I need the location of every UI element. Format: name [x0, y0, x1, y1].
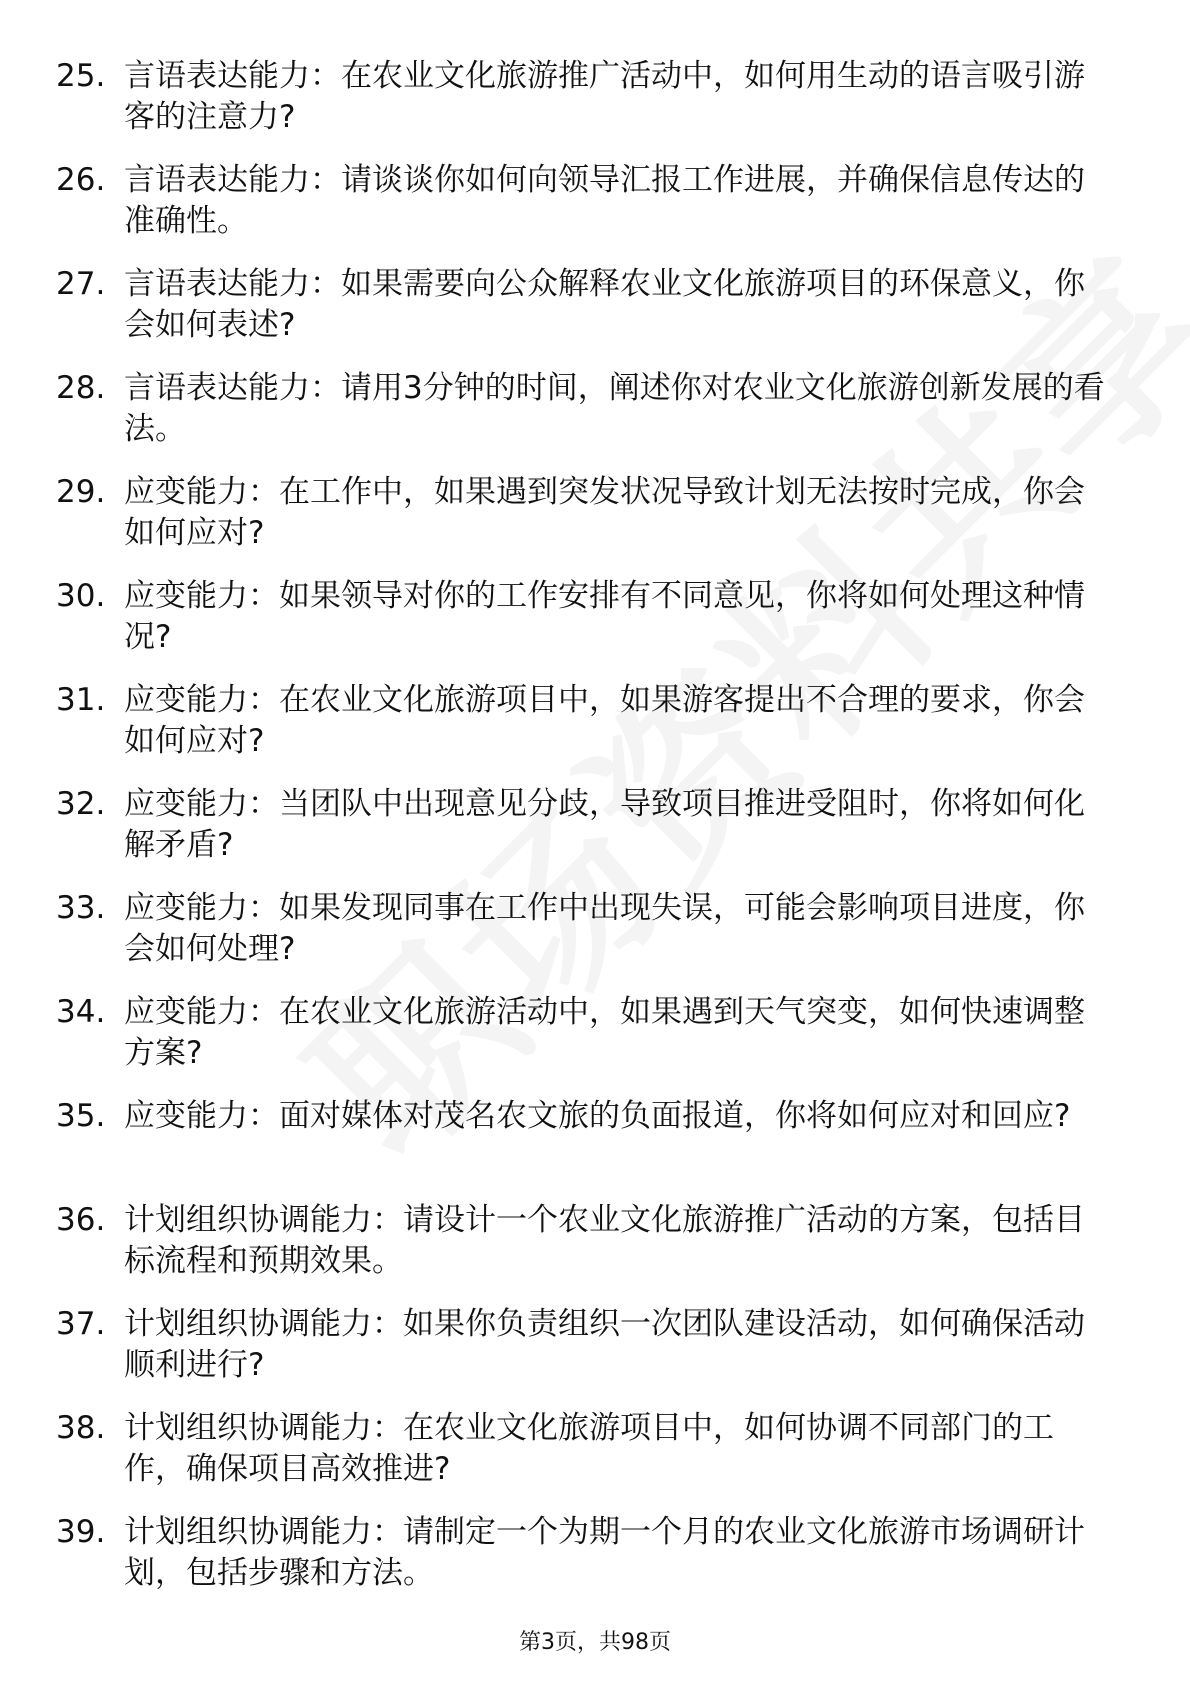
- question-item: [56, 264, 1136, 368]
- page-number-label: 第3页，共98页: [519, 1630, 671, 1655]
- question-item: [56, 576, 1136, 680]
- question-number: 38.: [56, 1410, 106, 1446]
- question-item: [56, 1512, 1136, 1616]
- question-item: [56, 680, 1136, 784]
- question-text: 计划组织协调能力：在农业文化旅游项目中，如何协调不同部门的工作，确保项目高效推进?: [124, 1410, 1054, 1487]
- question-text: 言语表达能力：请用3分钟的时间，阐述你对农业文化旅游创新发展的看法。: [124, 370, 1105, 447]
- question-list: [56, 56, 1136, 1616]
- question-text: 应变能力：如果领导对你的工作安排有不同意见，你将如何处理这种情况?: [124, 578, 1085, 655]
- question-item: [56, 56, 1136, 160]
- question-item: [56, 472, 1136, 576]
- question-text: 应变能力：在农业文化旅游项目中，如果游客提出不合理的要求，你会如何应对?: [124, 682, 1085, 759]
- question-item: [56, 1408, 1136, 1512]
- question-text: 应变能力：如果发现同事在工作中出现失误，可能会影响项目进度，你会如何处理?: [124, 890, 1085, 967]
- question-text: 应变能力：在工作中，如果遇到突发状况导致计划无法按时完成，你会如何应对?: [124, 474, 1085, 551]
- question-item: [56, 784, 1136, 888]
- question-item: [56, 1200, 1136, 1304]
- question-number: 35.: [56, 1098, 106, 1134]
- question-text: 言语表达能力：如果需要向公众解释农业文化旅游项目的环保意义，你会如何表述?: [124, 266, 1085, 343]
- question-number: 37.: [56, 1306, 106, 1342]
- question-number: 36.: [56, 1202, 106, 1238]
- question-number: 30.: [56, 578, 106, 614]
- question-text: 言语表达能力：在农业文化旅游推广活动中，如何用生动的语言吸引游客的注意力?: [124, 58, 1085, 135]
- question-number: 25.: [56, 58, 106, 94]
- question-item: [56, 160, 1136, 264]
- question-text: 计划组织协调能力：请设计一个农业文化旅游推广活动的方案，包括目标流程和预期效果。: [124, 1202, 1085, 1279]
- question-item: [56, 368, 1136, 472]
- question-number: 39.: [56, 1514, 106, 1550]
- question-item: [56, 992, 1136, 1096]
- question-text: 计划组织协调能力：如果你负责组织一次团队建设活动，如何确保活动顺利进行?: [124, 1306, 1085, 1383]
- question-item: [56, 1096, 1136, 1200]
- question-text: 言语表达能力：请谈谈你如何向领导汇报工作进展，并确保信息传达的准确性。: [124, 162, 1085, 239]
- question-item: [56, 888, 1136, 992]
- question-number: 34.: [56, 994, 106, 1030]
- question-text: 应变能力：面对媒体对茂名农文旅的负面报道，你将如何应对和回应?: [124, 1098, 1071, 1134]
- question-number: 28.: [56, 370, 106, 406]
- question-number: 29.: [56, 474, 106, 510]
- question-number: 32.: [56, 786, 106, 822]
- question-number: 33.: [56, 890, 106, 926]
- question-number: 27.: [56, 266, 106, 302]
- question-item: [56, 1304, 1136, 1408]
- question-text: 计划组织协调能力：请制定一个为期一个月的农业文化旅游市场调研计划，包括步骤和方法。: [124, 1514, 1085, 1591]
- question-number: 31.: [56, 682, 106, 718]
- question-number: 26.: [56, 162, 106, 198]
- page-footer: [0, 1628, 1190, 1658]
- question-text: 应变能力：当团队中出现意见分歧，导致项目推进受阻时，你将如何化解矛盾?: [124, 786, 1085, 863]
- question-text: 应变能力：在农业文化旅游活动中，如果遇到天气突变，如何快速调整方案?: [124, 994, 1085, 1071]
